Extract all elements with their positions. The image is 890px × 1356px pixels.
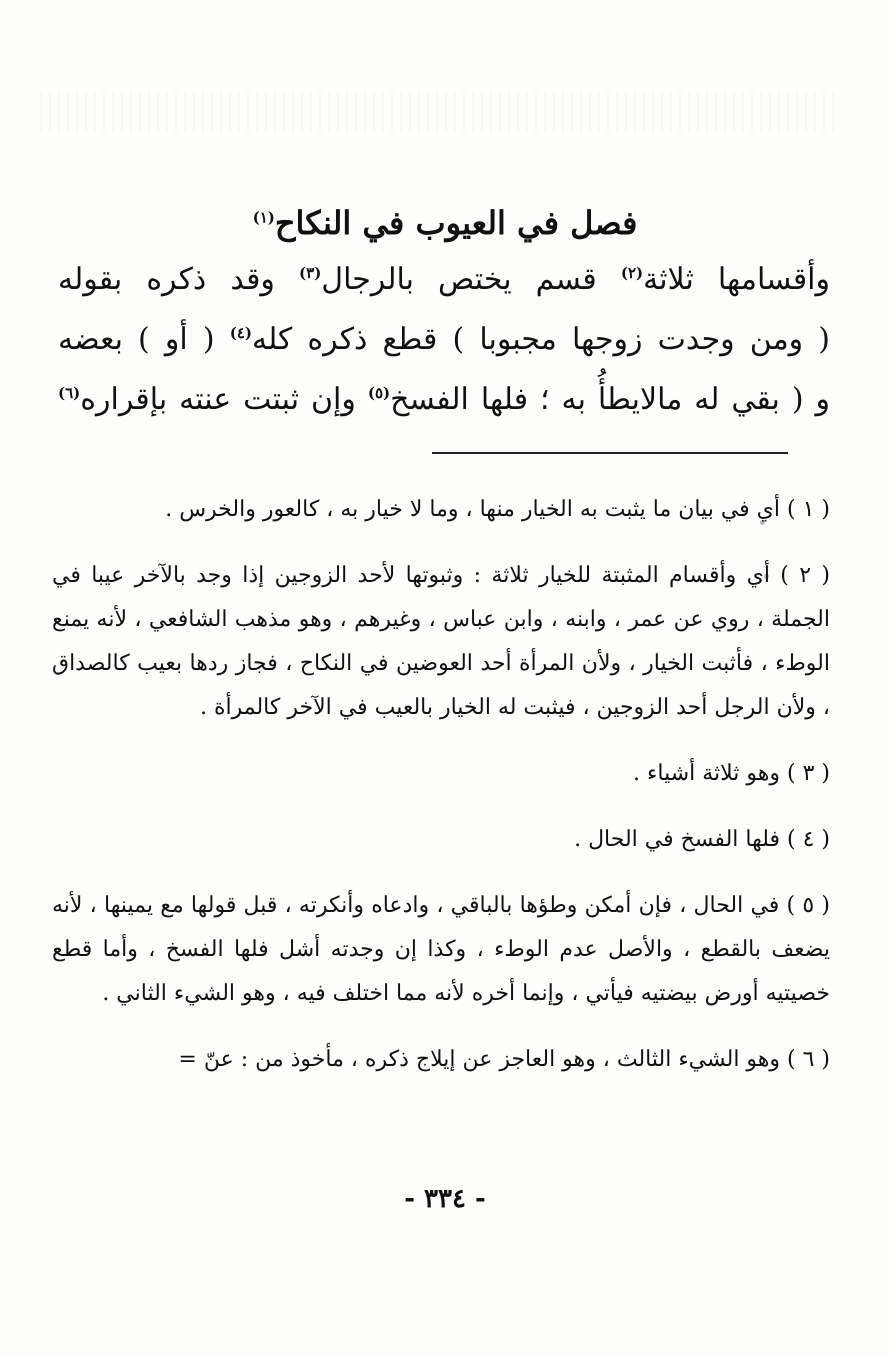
main-line xyxy=(58,250,830,310)
main-line xyxy=(58,370,830,430)
section-title-text: فصل في العيوب في النكاح xyxy=(274,204,638,243)
footnote xyxy=(52,752,830,796)
footnote xyxy=(52,818,830,862)
footnote-text: ( ٤ ) فلها الفسخ في الحال . xyxy=(574,827,830,852)
text-segment: ( أو ) بعضه xyxy=(58,322,230,357)
footnote xyxy=(52,488,830,532)
text-segment: ( ومن وجدت زوجها مجبوبا ) قطع ذكره كله xyxy=(251,322,830,357)
footnote-ref: (٢) xyxy=(620,264,644,282)
section-title xyxy=(120,203,770,243)
text-segment: وقد ذكره بقوله xyxy=(58,262,300,297)
footnote-text: ( ٢ ) أي وأقسام المثبتة للخيار ثلاثة : وثبوتها لأحد الزوجين إذا وجد بالآخر عيبا في الجملة ، روي عن عمر ، وابنه ، وابن عباس ، وغيرهم ، وهو مذهب الشافعي ، لأنه يمنع الوطء ، فأثبت الخيار ، ولأن المرأة أحد العوضين في النكاح ، فجاز ردها بعيب كالصداق ، ولأن الرجل أحد الزوجين ، فيثبت له الخيار بالعيب في الآخر كالمرأة . xyxy=(52,563,830,720)
scan-noise xyxy=(40,92,840,132)
footnote-text: ( ٣ ) وهو ثلاثة أشياء . xyxy=(633,761,830,786)
main-text xyxy=(58,250,830,430)
footnote xyxy=(52,884,830,1016)
footnote-text: ( ٦ ) وهو الشيء الثالث ، وهو العاجز عن إيلاج ذكره ، مأخوذ من : عنّ = xyxy=(178,1047,830,1072)
main-line xyxy=(58,310,830,370)
text-segment: قسم يختص بالرجال xyxy=(321,262,621,297)
footnote-ref: (٦) xyxy=(58,384,81,402)
page-number: - ٣٣٤ - xyxy=(404,1184,486,1214)
footnote-ref: (٥) xyxy=(367,384,391,402)
text-segment: وإن ثبتت عنته بإقراره xyxy=(80,382,368,417)
footnote-ref: (١) xyxy=(252,208,275,227)
footnote-ref: (٤) xyxy=(229,324,252,342)
footnote xyxy=(52,1038,830,1082)
footnotes xyxy=(52,488,830,1104)
footnote-text: ( ١ ) أي في بيان ما يثبت به الخيار منها ، وما لا خيار به ، كالعور والخرس . xyxy=(165,497,830,522)
footnote-ref: (٣) xyxy=(299,264,322,282)
text-segment: وأقسامها ثلاثة xyxy=(643,262,831,297)
footnote-separator xyxy=(432,452,788,454)
footnote-text: ( ٥ ) في الحال ، فإن أمكن وطؤها بالباقي ، وادعاه وأنكرته ، قبل قولها مع يمينها ، لأنه يضعف بالقطع ، والأصل عدم الوطء ، وكذا إن وجدته أشل فلها الفسخ ، وأما قطع خصيتيه أورض بيضتيه فيأتي ، وإنما أخره لأنه مما اختلف فيه ، وهو الشيء الثاني . xyxy=(52,893,830,1006)
text-segment: و ( بقي له مالايطأُ به ؛ فلها الفسخ xyxy=(390,382,830,417)
footnote xyxy=(52,554,830,730)
